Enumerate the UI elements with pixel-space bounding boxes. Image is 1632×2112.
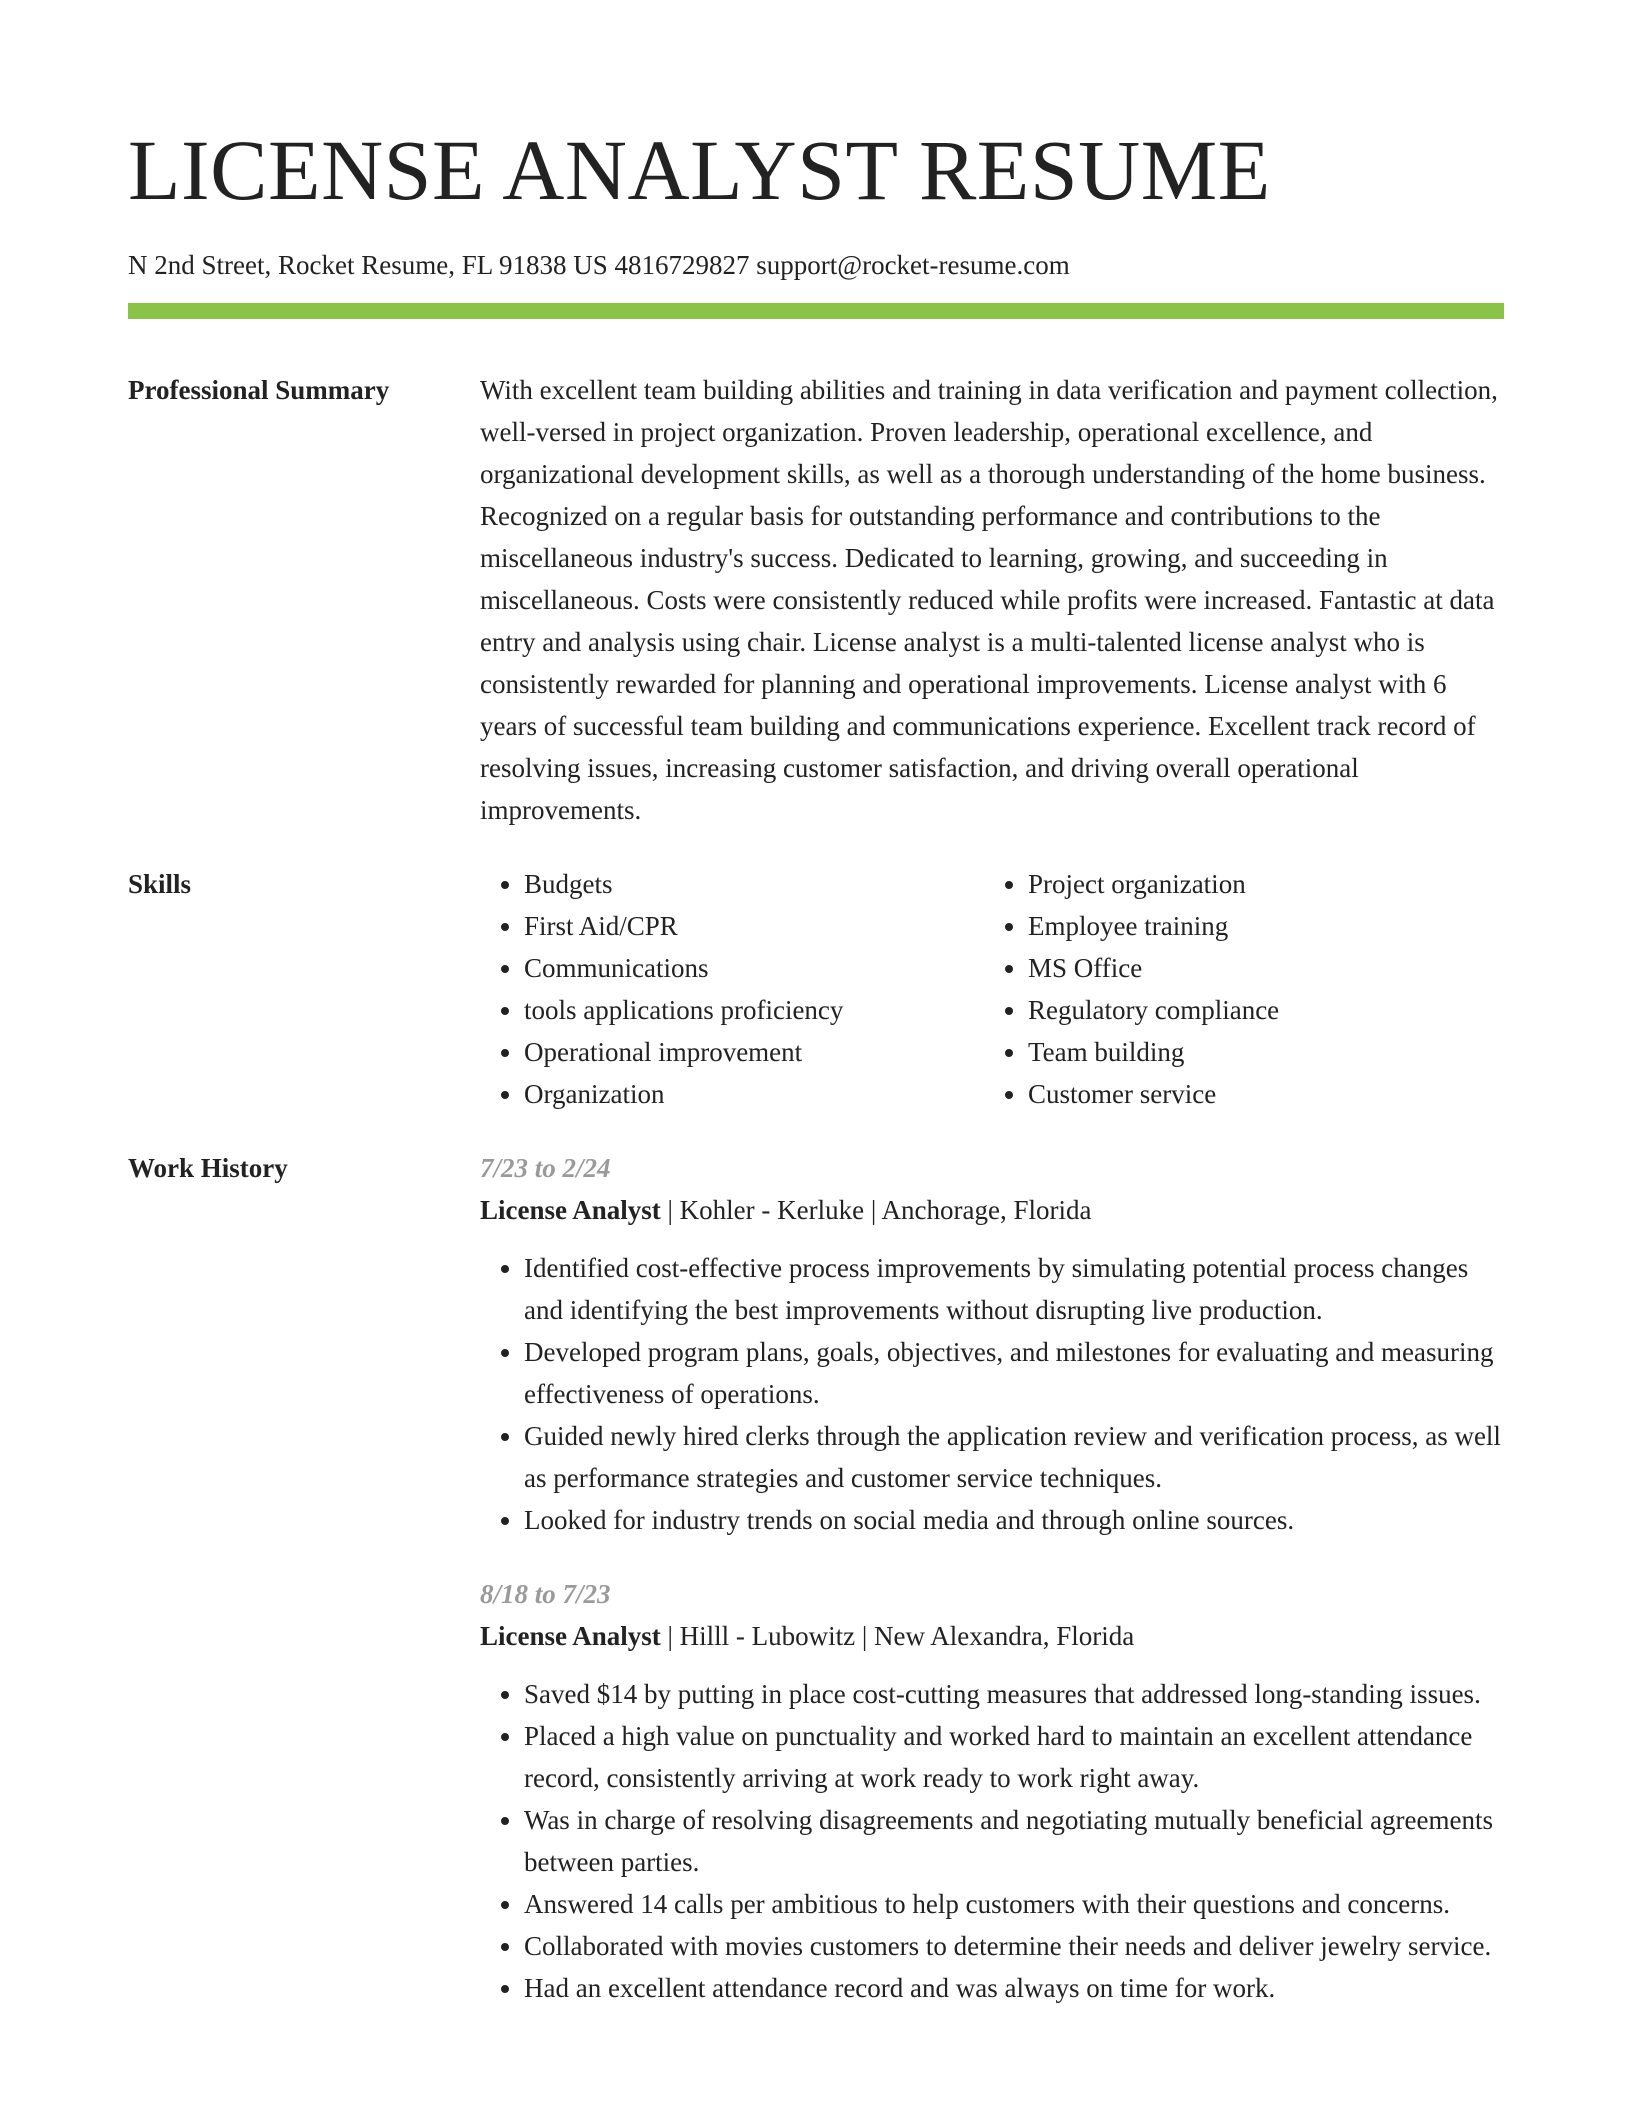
skills-label: Skills [128,869,192,899]
job-bullet: • Developed program plans, goals, objectives, and milestones for evaluating and measuring effectiveness of operations. [524,1331,1504,1415]
skill-item: • Budgets [524,863,984,905]
skill-item: • Regulatory compliance [1028,989,1488,1031]
job-entry [480,1573,1504,2009]
skill-item: • Organization [524,1073,984,1115]
skill-item: • First Aid/CPR [524,905,984,947]
job-heading [480,1189,1504,1231]
job-bullet: • Placed a high value on punctuality and worked hard to maintain an excellent attendance record, consistently arriving at work ready to work right away. [524,1715,1504,1799]
skills-list-right [984,863,1488,1115]
skills-grid [480,863,1504,1115]
summary-body [480,369,1504,831]
job-bullet: • Was in charge of resolving disagreements and negotiating mutually beneficial agreements between parties. [524,1799,1504,1883]
job-bullets [480,1673,1504,2009]
job-entry [480,1147,1504,1541]
work-history-body [480,1147,1504,2009]
job-bullet: • Saved $14 by putting in place cost-cutting measures that addressed long-standing issues. [524,1673,1504,1715]
resume-document [128,0,1504,2009]
job-title: License Analyst [480,1621,661,1651]
skill-item: • tools applications proficiency [524,989,984,1031]
skill-item: • Employee training [1028,905,1488,947]
job-details: | Hilll - Lubowitz | New Alexandra, Florida [660,1621,1135,1651]
job-bullet: • Had an excellent attendance record and was always on time for work. [524,1967,1504,2009]
skill-item: • MS Office [1028,947,1488,989]
header-divider [128,303,1504,319]
summary-text: With excellent team building abilities and training in data verification and payment collection, well-versed in project organization. Proven leadership, operational excellence, and organizational development skills, as well as a thorough understanding of the home business. Recognized on a regular basis for outstanding performance and contributions to the miscellaneous industry's success. Dedicated to learning, growing, and succeeding in miscellaneous. Costs were consistently reduced while profits were increased. Fantastic at data entry and analysis using chair. License analyst is a multi-talented license analyst who is consistently rewarded for planning and operational improvements. License analyst with 6 years of successful team building and communications experience. Excellent track record of resolving issues, increasing customer satisfaction, and driving overall operational improvements. [480,375,1498,825]
job-dates: 8/18 to 7/23 [480,1579,611,1609]
skill-item: • Team building [1028,1031,1488,1073]
job-title: License Analyst [480,1195,661,1225]
work-history-section [128,1147,1504,2009]
skill-item: • Project organization [1028,863,1488,905]
job-bullet: • Collaborated with movies customers to determine their needs and deliver jewelry service. [524,1925,1504,1967]
job-bullet: • Looked for industry trends on social media and through online sources. [524,1499,1504,1541]
job-bullets [480,1247,1504,1541]
skills-body [480,863,1504,1115]
skill-item: • Operational improvement [524,1031,984,1073]
skills-section [128,863,1504,1115]
skill-item: • Customer service [1028,1073,1488,1115]
summary-label: Professional Summary [128,375,390,405]
job-heading [480,1615,1504,1657]
job-details: | Kohler - Kerluke | Anchorage, Florida [660,1195,1092,1225]
job-dates: 7/23 to 2/24 [480,1153,611,1183]
work-history-label: Work History [128,1153,288,1183]
contact-line: N 2nd Street, Rocket Resume, FL 91838 US 4816729827 support@rocket-resume.com [128,250,1070,280]
job-bullet: • Identified cost-effective process improvements by simulating potential process changes and identifying the best improvements without disrupting live production. [524,1247,1504,1331]
job-bullet: • Guided newly hired clerks through the application review and verification process, as well as performance strategies and customer service techniques. [524,1415,1504,1499]
skill-item: • Communications [524,947,984,989]
skills-list-left [480,863,984,1115]
summary-section [128,369,1504,831]
resume-title: LICENSE ANALYST RESUME [128,122,1271,218]
job-bullet: • Answered 14 calls per ambitious to help customers with their questions and concerns. [524,1883,1504,1925]
